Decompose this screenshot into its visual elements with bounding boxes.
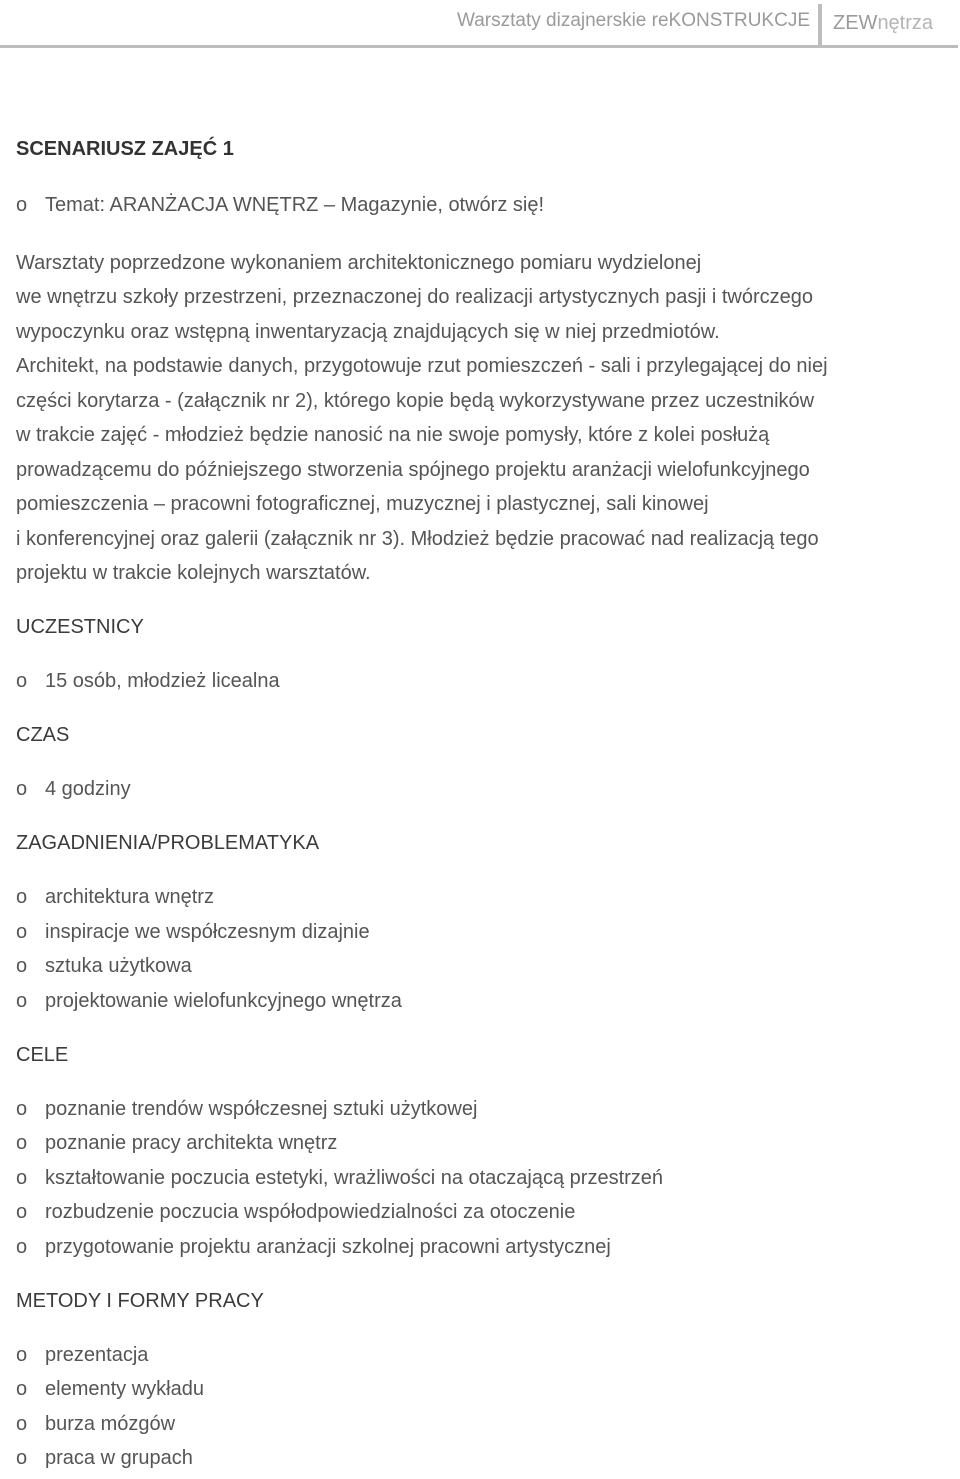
list-item: o elementy wykładu xyxy=(16,1372,946,1407)
list-item: o 15 osób, młodzież licealna xyxy=(16,664,946,699)
paragraph-line: części korytarza - (załącznik nr 2), którego kopie będą wykorzystywane przez uczestników xyxy=(16,389,815,412)
paragraph-line: Warsztaty poprzedzone wykonaniem architektonicznego pomiaru wydzielonej xyxy=(16,251,702,274)
bullet-marker: o xyxy=(16,1412,28,1435)
list-item: o poznanie pracy architekta wnętrz xyxy=(16,1126,946,1161)
bullet-marker: o xyxy=(16,778,28,800)
participants-heading: UCZESTNICY xyxy=(16,616,144,638)
header-brand-part1: ZEW xyxy=(833,12,878,34)
bullet-marker: o xyxy=(16,1166,28,1189)
scenario-heading: SCENARIUSZ ZAJĘĆ 1 xyxy=(16,138,234,160)
list-item: o praca w grupach xyxy=(16,1441,946,1476)
page-header xyxy=(0,0,960,50)
topic-text: Temat: ARANŻACJA WNĘTRZ – Magazynie, otwórz się! xyxy=(45,194,545,216)
bullet-marker: o xyxy=(16,670,28,692)
list-item: o inspiracje we współczesnym dizajnie xyxy=(16,915,946,950)
list-item: o rozbudzenie poczucia współodpowiedzialności za otoczenie xyxy=(16,1195,946,1230)
list-item: o sztuka użytkowa xyxy=(16,949,946,984)
list-item: o burza mózgów xyxy=(16,1407,946,1442)
bullet-marker: o xyxy=(16,1201,28,1223)
time-heading: CZAS xyxy=(16,724,70,746)
header-vertical-divider xyxy=(818,4,822,48)
list-item: o przygotowanie projektu aranżacji szkolnej pracowni artystycznej xyxy=(16,1230,946,1265)
topic-item xyxy=(16,188,946,223)
list-item: o architektura wnętrz xyxy=(16,880,946,915)
scenario-paragraph xyxy=(16,246,946,591)
paragraph-line: wypoczynku oraz wstępną inwentaryzacją znajdujących się w niej przedmiotów. xyxy=(16,320,720,343)
list-item: o projektowanie wielofunkcyjnego wnętrza xyxy=(16,984,946,1019)
goals-heading: CELE xyxy=(16,1043,69,1066)
paragraph-line: i konferencyjnej oraz galerii (załącznik nr 3). Młodzież będzie pracować nad realizacją tego xyxy=(16,527,819,550)
bullet-marker: o xyxy=(16,989,28,1012)
bullet-marker: o xyxy=(16,955,28,977)
bullet-marker: o xyxy=(16,194,28,216)
paragraph-line: pomieszczenia – pracowni fotograficznej, muzycznej i plastycznej, sali kinowej xyxy=(16,493,709,515)
paragraph-line: Architekt, na podstawie danych, przygotowuje rzut pomieszczeń - sali i przylegającej do niej xyxy=(16,355,828,377)
list-item: o poznanie trendów współczesnej sztuki użytkowej xyxy=(16,1092,946,1127)
paragraph-line: prowadzącemu do późniejszego stworzenia spójnego projektu aranżacji wielofunkcyjnego xyxy=(16,458,810,481)
list-item: o 4 godziny xyxy=(16,772,946,807)
methods-heading: METODY I FORMY PRACY xyxy=(16,1289,264,1312)
issues-heading: ZAGADNIENIA/PROBLEMATYKA xyxy=(16,832,320,854)
list-item: o kształtowanie poczucia estetyki, wrażliwości na otaczającą przestrzeń xyxy=(16,1161,946,1196)
header-brand xyxy=(833,12,933,35)
bullet-marker: o xyxy=(16,1447,28,1469)
bullet-marker: o xyxy=(16,886,28,908)
bullet-marker: o xyxy=(16,1097,28,1120)
bullet-marker: o xyxy=(16,920,28,943)
paragraph-line: we wnętrzu szkoły przestrzeni, przeznaczonej do realizacji artystycznych pasji i twórczego xyxy=(16,286,813,308)
paragraph-line: projektu w trakcie kolejnych warsztatów. xyxy=(16,562,371,584)
list-item: o prezentacja xyxy=(16,1338,946,1373)
header-divider xyxy=(0,45,958,48)
bullet-marker: o xyxy=(16,1132,28,1154)
header-brand-part2: nętrza xyxy=(877,12,934,34)
header-title: Warsztaty dizajnerskie reKONSTRUKCJE xyxy=(457,10,810,31)
bullet-marker: o xyxy=(16,1378,28,1400)
paragraph-line: w trakcie zajęć - młodzież będzie nanosić na nie swoje pomysły, które z kolei posłużą xyxy=(16,424,770,446)
bullet-marker: o xyxy=(16,1235,28,1258)
bullet-marker: o xyxy=(16,1343,28,1366)
document-body xyxy=(16,133,946,1476)
